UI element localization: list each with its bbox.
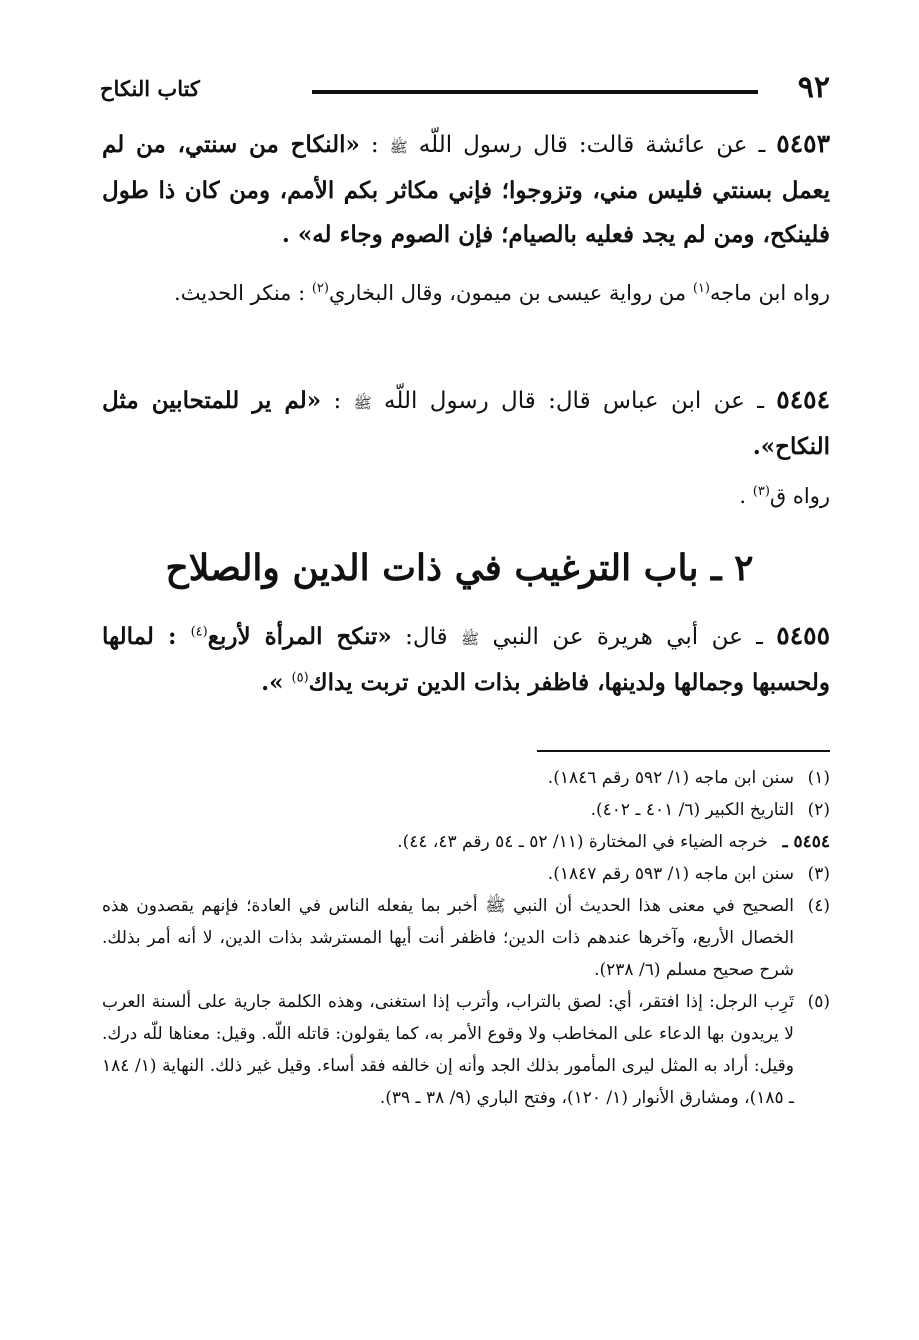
footnote-4 [102, 890, 830, 986]
footnote-marker: (٤) [807, 896, 830, 916]
honorific: ﷺ [353, 394, 372, 412]
colon: : [359, 132, 390, 158]
footnote-separator [537, 750, 830, 752]
narration-5454 [102, 476, 830, 516]
hadith-intro: ـ عن ابن عباس قال: قال رسول اللّه [371, 388, 777, 414]
footnote-ref-3: (٣) [752, 484, 770, 499]
hadith-text: «لم ير للمتحابين مثل النكاح». [102, 387, 830, 460]
narration-text: رواه ابن ماجه [709, 281, 830, 305]
narration-text: : منكر الحديث. [174, 281, 312, 305]
narration-text: رواه ق [769, 484, 830, 508]
honorific: ﷺ [461, 630, 480, 648]
footnotes [102, 762, 830, 1114]
chapter-title: ٢ ـ باب الترغيب في ذات الدين والصلاح [165, 547, 754, 589]
header-rule [312, 90, 758, 94]
hadith-text: : لمالها ولحسبها وجمالها ولدينها، فاظفر بذات الدين تربت يداك [102, 623, 830, 696]
footnote-ref-4: (٤) [190, 624, 208, 640]
page-header [100, 70, 830, 110]
footnote-text: التاريخ الكبير (٦/ ٤٠١ ـ ٤٠٢). [590, 800, 794, 820]
hadith-text: «تنكح المرأة لأربع [207, 623, 392, 650]
footnote-text: خرجه الضياء في المختارة (١١/ ٥٢ ـ ٥٤ رقم ٤٣، ٤٤). [397, 832, 768, 852]
footnote-marker: (٥) [807, 992, 830, 1012]
footnote-1 [102, 762, 830, 794]
hadith-number: ٥٤٥٥ [776, 621, 830, 650]
footnote-ref-5: (٥) [291, 670, 309, 686]
narration-text: . [739, 484, 753, 508]
footnote-marker: (٣) [807, 864, 830, 884]
footnote-5454 [102, 826, 830, 858]
footnote-text: سنن ابن ماجه (١/ ٥٩٣ رقم ١٨٤٧). [547, 864, 794, 884]
narration-5453 [102, 270, 830, 316]
footnote-text: تَرِب الرجل: إذا افتقر، أي: لصق بالتراب، وأترب إذا استغنى، وهذه الكلمة جارية على ألسنة العرب لا يريدون بها الدعاء على المخاطب ولا وقوع الأمر به، كما يقولون: قاتله اللّه. وقيل: معناها للّه درك. وقيل: أراد به المثل ليرى المأمور بذلك الجد وأنه إن خالفه فقد أساء. وقيل غير ذلك. النهاية (١/ ١٨٤ ـ ١٨٥)، ومشارق الأنوار (١/ ١٢٠)، وفتح الباري (٩/ ٣٨ ـ ٣٩). [102, 992, 794, 1108]
footnote-ref-2: (٢) [311, 281, 329, 296]
footnote-text: الصحيح في معنى هذا الحديث أن النبي ﷺ أخبر بما يفعله الناس في العادة؛ فإنهم يقصدون هذه الخصال الأربع، وآخرها عندهم ذات الدين؛ فاظفر أنت أيها المسترشد بذات الدين، لا أنه أمر بذلك. شرح صحيح مسلم (٦/ ٢٣٨). [102, 896, 794, 980]
hadith-5453 [102, 122, 830, 257]
hadith-number: ٥٤٥٤ [776, 385, 831, 414]
footnote-5 [102, 986, 830, 1114]
footnote-3 [102, 858, 830, 890]
hadith-5454 [102, 378, 830, 469]
footnote-marker: ٥٤٥٤ ـ [782, 832, 830, 852]
hadith-intro: ـ عن أبي هريرة عن النبي [479, 624, 777, 650]
footnote-marker: (٢) [807, 800, 830, 820]
page-number: ٩٢ [797, 70, 830, 105]
hadith-text: «النكاح من سنتي، من لم يعمل بسنتي فليس مني، وتزوجوا؛ فإني مكاثر بكم الأمم، ومن كان ذا طول فلينكح، ومن لم يجد فعليه بالصيام؛ فإن الصوم وجاء له» . [102, 131, 830, 248]
footnote-marker: (١) [807, 768, 830, 788]
colon: : [321, 388, 354, 414]
honorific: ﷺ [389, 138, 408, 156]
footnote-ref-1: (١) [692, 281, 710, 296]
qal: قال: [391, 624, 461, 650]
narration-text: من رواية عيسى بن ميمون، وقال البخاري [328, 281, 693, 305]
hadith-number: ٥٤٥٣ [776, 129, 830, 158]
hadith-intro: ـ عن عائشة قالت: قال رسول اللّه [407, 132, 777, 158]
footnote-text: سنن ابن ماجه (١/ ٥٩٢ رقم ١٨٤٦). [547, 768, 794, 788]
hadith-text: ». [261, 669, 292, 696]
book-title: كتاب النكاح [100, 76, 200, 101]
footnote-2 [102, 794, 830, 826]
hadith-5455 [102, 614, 830, 705]
